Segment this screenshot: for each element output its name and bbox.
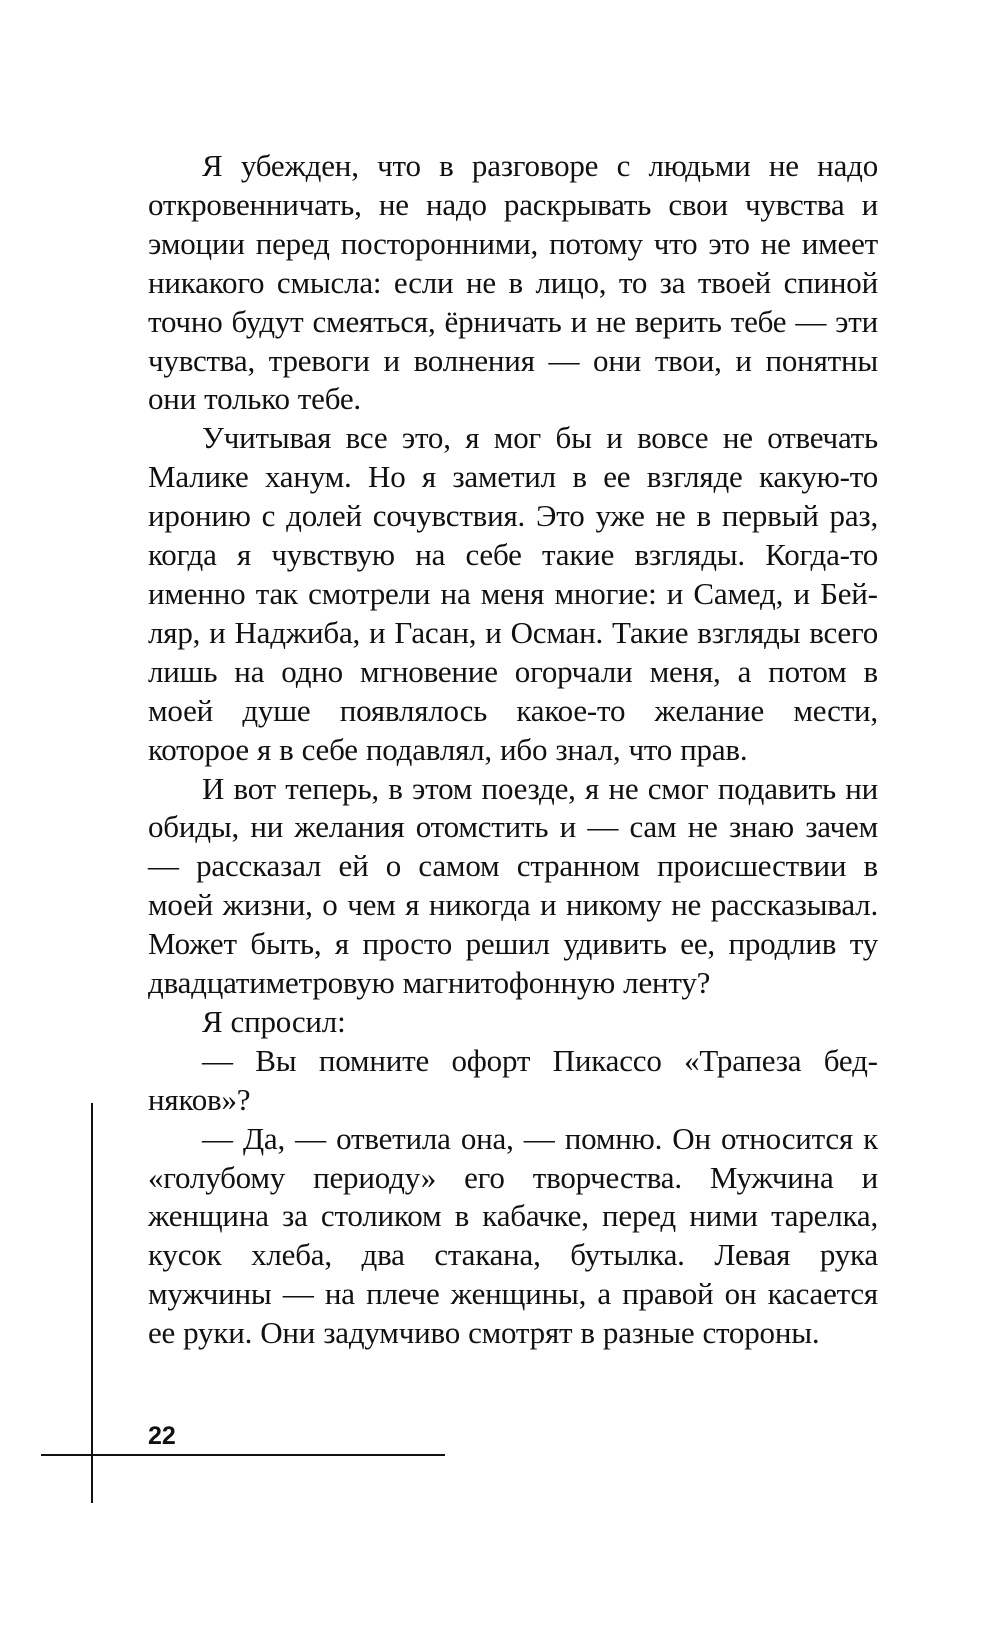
- crop-mark-horizontal: [41, 1454, 445, 1456]
- paragraph: — Вы помните офорт Пикассо «Трапеза бедняков»?: [148, 1042, 878, 1117]
- paragraph: — Да, — ответила она, — помню. Он относится к «голубому периоду» его творчества. Мужчина и женщина за столиком в кабачке, перед ними тарелка, кусок хлеба, два стакана, бутылка. Левая рука мужчины — на плече женщины, а правой он касается ее руки. Они задумчиво смотрят в разные стороны.: [148, 1120, 878, 1351]
- paragraph: Я спросил:: [202, 1003, 346, 1039]
- crop-mark-vertical: [91, 1103, 93, 1503]
- paragraph: И вот теперь, в этом поезде, я не смог подавить ни обиды, ни желания отомстить и — сам не знаю зачем — рассказал ей о самом странном происшествии в моей жизни, о чем я никогда и никому не рассказывал. Может быть, я просто решил удивить ее, продлив ту двадцатиметровую магнитофонную ленту?: [148, 770, 878, 1001]
- page-number: 22: [148, 1422, 176, 1450]
- paragraph: Я убежден, что в разговоре с людьми не надо откровенничать, не надо раскрывать свои чувства и эмоции перед посторонними, потому что это не имеет никакого смысла: если не в лицо, то за твоей спиной точно будут смеяться, ёрничать и не верить тебе — эти чувства, тревоги и волнения — они твои, и понятны они только тебе.: [148, 148, 878, 417]
- paragraph: Учитывая все это, я мог бы и вовсе не отвечать Малике ханум. Но я заметил в ее взгляде какую-то иронию с долей сочувствия. Это уже не в первый раз, когда я чувствую на себе такие взгляды. Когда-то именно так смотрели на меня многие: и Самед, и Бейляр, и Наджиба, и Гасан, и Осман. Такие взгляды всего лишь на одно мгновение огорчали меня, а потом в моей душе появлялось какое-то желание мести, которое я в себе подавлял, ибо знал, что прав.: [148, 420, 878, 767]
- page-body: [148, 147, 878, 1353]
